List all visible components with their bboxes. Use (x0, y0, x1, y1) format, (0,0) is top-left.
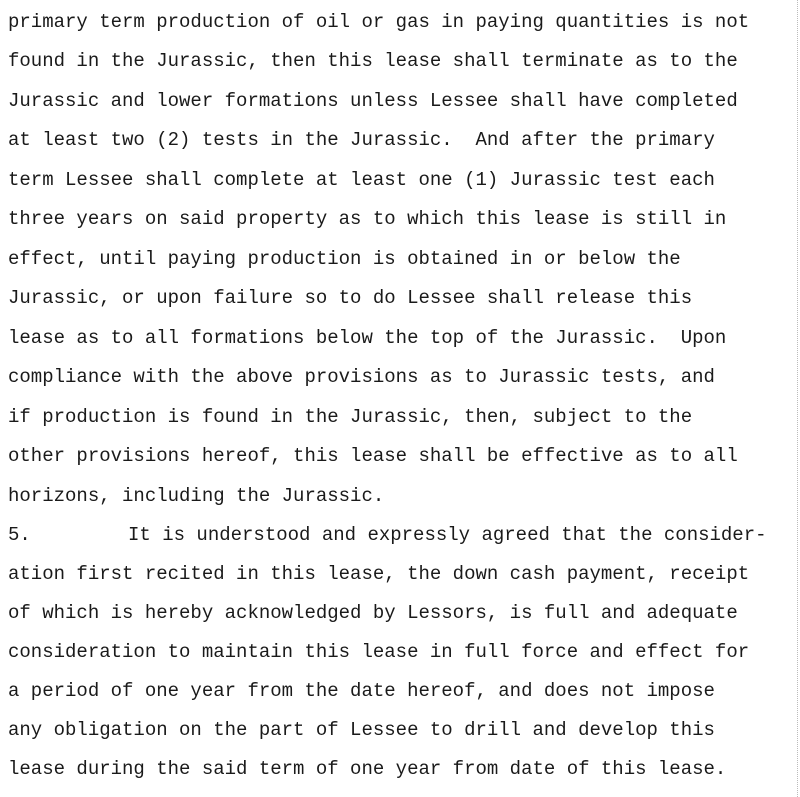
scan-edge (791, 0, 798, 797)
text-line: any obligation on the part of Lessee to drill and develop this (8, 719, 715, 741)
text-line: consideration to maintain this lease in full force and effect for (8, 641, 750, 663)
text-line: if production is found in the Jurassic, then, subject to the (8, 406, 693, 428)
text-line: found in the Jurassic, then this lease shall terminate as to the (8, 50, 738, 72)
text-line: term Lessee shall complete at least one (1) Jurassic test each (8, 169, 715, 191)
text-line: a period of one year from the date hereof, and does not impose (8, 680, 715, 702)
document-page (8, 4, 798, 797)
text-line: of which is hereby acknowledged by Lessors, is full and adequate (8, 602, 738, 624)
text-line: horizons, including the Jurassic. (8, 485, 385, 507)
text-line: lease during the said term of one year from date of this lease. (8, 758, 727, 780)
text-line: compliance with the above provisions as to Jurassic tests, and (8, 366, 715, 388)
text-line: three years on said property as to which this lease is still in (8, 208, 727, 230)
text-line: effect, until paying production is obtained in or below the (8, 248, 681, 270)
text-line: at least two (2) tests in the Jurassic. And after the primary (8, 129, 715, 151)
text-line: Jurassic and lower formations unless Lessee shall have completed (8, 90, 738, 112)
text-line: other provisions hereof, this lease shall be effective as to all (8, 445, 738, 467)
text-line: primary term production of oil or gas in paying quantities is not (8, 11, 750, 33)
paragraph-5-first-line: It is understood and expressly agreed that the consider- (128, 524, 767, 546)
text-line: lease as to all formations below the top of the Jurassic. Upon (8, 327, 727, 349)
paragraph-number: 5. (8, 524, 31, 546)
text-line: Jurassic, or upon failure so to do Lessee shall release this (8, 287, 693, 309)
text-line: ation first recited in this lease, the down cash payment, receipt (8, 563, 750, 585)
